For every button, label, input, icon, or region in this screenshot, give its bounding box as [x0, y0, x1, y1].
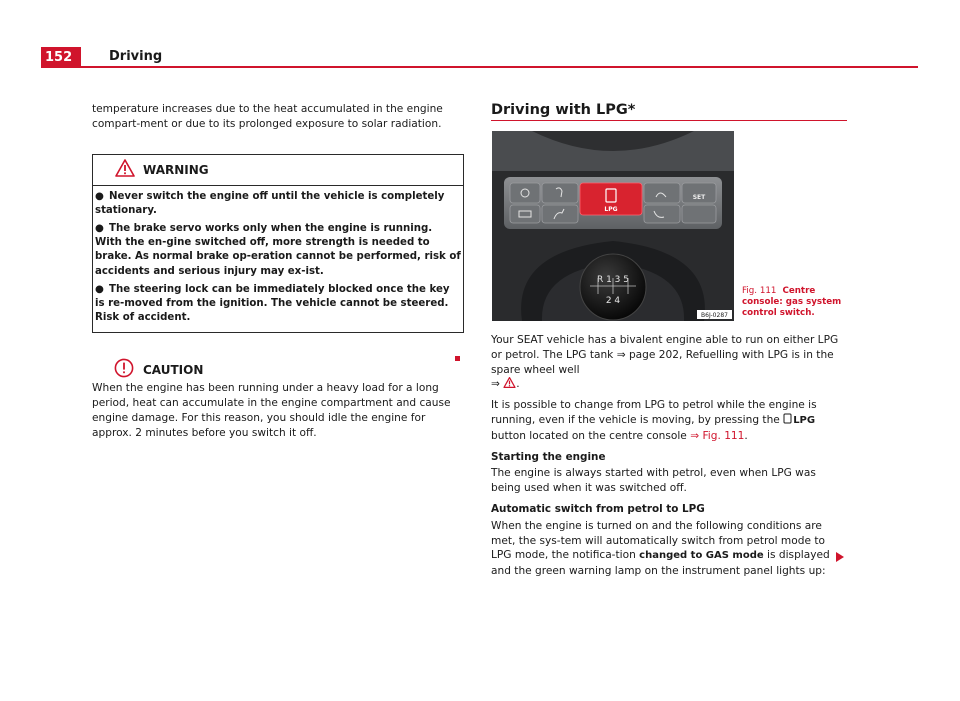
warning-item: ● The steering lock can be immediately blocked once the key is re-moved from the ignition. The vehicle cannot be steered. Risk of accident. — [95, 283, 450, 324]
caution-exclamation-icon — [114, 358, 134, 382]
caution-header — [92, 359, 464, 381]
left-column — [92, 102, 464, 441]
page-number: 152 — [41, 47, 81, 68]
section-title: Driving with LPG* — [491, 102, 636, 118]
warning-triangle-inline-icon[interactable] — [503, 378, 516, 390]
subheading-automatic-switch: Automatic switch from petrol to LPG — [491, 502, 705, 515]
paragraph-bivalent: Your SEAT vehicle has a bivalent engine able to run on either LPG or petrol. The LPG tank ⇒ page 202, Refuelling with LPG is in the spare wheel well ⇒ . — [491, 334, 839, 391]
figure-set-label: SET — [692, 194, 706, 201]
lpg-button-text: LPG — [793, 414, 816, 426]
warning-item: ● Never switch the engine off until the vehicle is completely stationary. — [95, 190, 445, 216]
warning-box — [92, 154, 464, 334]
gas-mode-notification: changed to GAS mode — [639, 550, 764, 562]
chapter-title: Driving — [109, 49, 163, 64]
continuation-arrow-icon — [835, 547, 845, 566]
fig-111-link[interactable]: ⇒ Fig. 111 — [690, 429, 745, 442]
gear-pattern-bottom: 2 4 — [605, 296, 621, 306]
intro-paragraph: temperature increases due to the heat accumulated in the engine compart-ment or due to its prolonged exposure to solar radiation. — [92, 103, 443, 130]
caution-block — [92, 359, 464, 440]
warning-triangle-icon — [115, 159, 135, 181]
caution-title: CAUTION — [143, 363, 204, 378]
gear-pattern-top: R 1 3 5 — [596, 275, 630, 285]
paragraph-switch: It is possible to change from LPG to petrol while the engine is running, even if the vehicle is moving, by pressing the LPG button located on the centre console ⇒ Fig. 111. — [491, 399, 817, 442]
paragraph-automatic-switch: When the engine is turned on and the following conditions are met, the sys-tem will automatically switch from petrol mode to LPG mode, the notifica-tion changed to GAS mode is displayed and the green warning lamp on the instrument panel lights up: — [491, 519, 830, 578]
subheading-starting: Starting the engine — [491, 450, 606, 463]
warning-title: WARNING — [143, 162, 209, 177]
caution-text: When the engine has been running under a heavy load for a long period, heat can accumulate in the engine compartment and cause engine damage. For this reason, you should idle the engine for approx. 2 minutes before you switch it off. — [92, 382, 451, 439]
warning-header — [93, 155, 463, 186]
figure-caption: Fig. 111 Centre console: gas system control switch. — [742, 286, 842, 318]
header-rule — [81, 66, 918, 68]
section-rule — [491, 120, 847, 121]
figure-lpg-label: LPG — [604, 206, 618, 213]
right-body-text — [491, 333, 847, 585]
paragraph-starting: The engine is always started with petrol, even when LPG was being used when it was switched off. — [491, 467, 816, 495]
lpg-button-symbol-icon — [783, 414, 793, 426]
right-column — [491, 102, 847, 121]
page-202-link[interactable]: ⇒ page 202, Refuelling with LPG is in the spare wheel well — [491, 348, 834, 376]
end-of-section-marker — [455, 356, 460, 361]
warning-list — [93, 186, 463, 333]
figure-code: B6J-0287 — [701, 312, 728, 319]
warning-item: ● The brake servo works only when the engine is running. With the en-gine switched off, more strength is needed to brake. As normal brake op-eration cannot be performed, risk of accidents and serious injury may ex-ist. — [95, 223, 461, 277]
centre-console-figure — [492, 131, 734, 321]
